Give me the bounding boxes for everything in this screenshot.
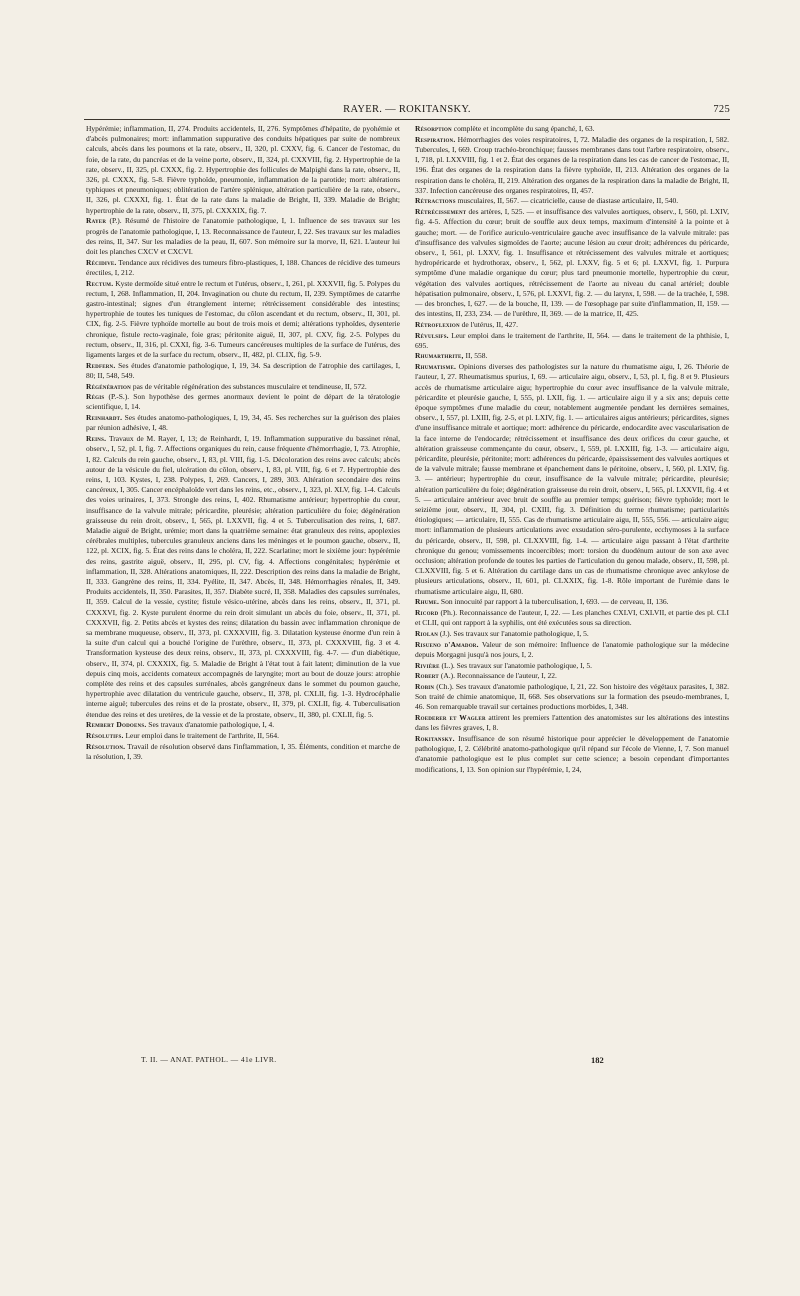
index-entry: [86, 742, 400, 762]
entry-text: (Ph.). Reconnaissance de l'auteur, I, 22. — Les planches CXLVI, CXLVII, et partie des pl. CLI et CLII, qui ont rapport à la syphilis, ont été exécutées sous sa direction.: [415, 608, 729, 628]
index-entry: [415, 135, 729, 196]
entry-text: musculaires, II, 567. — cicatricielle, cause de diastase articulaire, II, 540.: [457, 196, 679, 206]
index-entry: [415, 629, 729, 639]
running-title: RAYER. — ROKITANSKY.: [343, 104, 471, 115]
running-header: [84, 104, 730, 118]
page-footer: [86, 1055, 730, 1067]
entry-text: Leur emploi dans le traitement de l'arthrite, II, 564.: [125, 730, 280, 740]
entry-text: de l'utérus, II, 427.: [461, 319, 518, 329]
right-column: [415, 124, 729, 1054]
entry-headword: Révulsifs.: [415, 330, 449, 340]
entry-text: Ses études d'anatomie pathologique, I, 19, 34. Sa description de l'atrophie des cartilages, I, 80; II, 548, 549.: [86, 360, 400, 380]
entry-headword: Résolution.: [86, 741, 126, 751]
index-entry: [86, 382, 400, 392]
index-entry: [415, 362, 729, 597]
entry-text: (L.). Ses travaux sur l'anatomie pathologique, I, 5.: [441, 660, 592, 670]
header-rule: [84, 119, 730, 120]
index-entry: [86, 731, 400, 741]
entry-text: Leur emploi dans le traitement de l'arthrite, II, 564. — dans le traitement de la phthisie, I, 695.: [415, 330, 729, 350]
index-entry: [415, 713, 729, 733]
index-entry: [86, 413, 400, 433]
entry-headword: Rectum.: [86, 278, 114, 288]
entry-text: (P.). Résumé de l'histoire de l'anatomie pathologique, I, 1. Influence de ses travaux sur les progrès de l'anatomie pathologique, I, 13. Reconnaissance de l'auteur, I, 22. Ses travaux sur les maladies des reins, II, 347. Sur les maladies de la peau, II, 607. Son mémoire sur la morve, II, 621. L'auteur lui doit les planches CXCV et CXCVI.: [86, 216, 400, 256]
index-entry: [415, 331, 729, 351]
entry-headword: Régis: [86, 392, 105, 402]
entry-headword: Rembert Dodoens.: [86, 720, 147, 730]
index-entry: [415, 351, 729, 361]
index-entry: [415, 196, 729, 206]
index-entry: [86, 216, 400, 257]
entry-headword: Respiration.: [415, 134, 456, 144]
entry-text: Ses études anatomo-pathologiques, I, 19, 34, 45. Ses recherches sur la guérison des plaies par réunion adhésive, I, 48.: [86, 413, 400, 433]
index-entry: [415, 207, 729, 319]
entry-headword: Rayer: [86, 216, 107, 226]
index-entry: [415, 640, 729, 660]
entry-headword: Reins.: [86, 434, 107, 444]
entry-text: (P.-S.). Son hypothèse des germes anormaux devient le point de départ de la tératologie scientifique, I, 14.: [86, 392, 400, 412]
index-entry: [415, 597, 729, 607]
entry-headword: Risueno d'Amador.: [415, 639, 479, 649]
entry-text: Travail de résolution observé dans l'inflammation, I, 35. Éléments, condition et marche de la résolution, I, 39.: [86, 741, 400, 761]
entry-text: Valeur de son mémoire: Influence de l'anatomie pathologique sur la médecine depuis Morgagni jusqu'à nos jours, I, 2.: [415, 639, 729, 659]
entry-headword: Récidive.: [86, 257, 117, 267]
index-entry: [86, 279, 400, 361]
index-entry: [415, 320, 729, 330]
left-column: [86, 124, 400, 1054]
entry-text: attirent les premiers l'attention des anatomistes sur les altérations des intestins dans les fièvres graves, I, 8.: [415, 713, 729, 733]
entry-text: Kyste dermoïde situé entre le rectum et l'utérus, observ., I, 261, pl. XXXVII, fig. 5. Polypes du rectum, I, 268. Inflammation, II, 204. Invagination ou chute du rectum, II, 239. Symptômes de catarrhe gastro-intestinal; signes d'un étranglement interne; rétrécissement considérable des intestins; hypertrophie de toutes les tuniques de l'estomac, du côlon ascendant et du rectum, observ., II, 301, pl. CIX, fig. 2-5. Fièvre typhoïde mortelle au bout de trois mois et demi; altérations typhoïdes, dysenterie chronique, fistule recto-vaginale, foie gras; péritonite aiguë, II, 307, pl. CXV, fig. 2-5. Polypes du rectum, observ., II, 316, pl. CXXI, fig. 3-6. Tumeurs cancéreuses multiples de la surface de l'utérus, des ligaments larges et de la surface du rectum, observ., II, 482, pl. CLIX, fig. 5-9.: [86, 278, 400, 359]
index-entry: [86, 434, 400, 720]
entry-headword: Riolan: [415, 628, 439, 638]
entry-headword: Rétrécissement: [415, 207, 467, 217]
entry-text: (A.). Reconnaissance de l'auteur, I, 22.: [440, 671, 557, 681]
page-number: 725: [713, 104, 730, 115]
entry-text: des artères, I, 525. — et insuffisance des valvules aortiques, observ., I, 560, pl. LXIV, fig. 4-5. Affection du cœur; bruit de souffle aux deux temps, maximum d'intensité à la pointe et à gauche; mort. — de l'orifice auriculo-ventriculaire gauche avec insuffisance de la valvule mitrale: pas d'insuffisance des valvules sigmoïdes de l'aorte; aucune lésion au cœur droit; adhérences du péricarde, observ., I, 561, pl. LXXV, fig. 1. Insuffisance et rétrécissement des valvules mitrale et aortiques; hydropéricarde et hydrothorax, observ., I, 562, pl. LXXV, fig. 5 et 6; pl. LXXVI, fig. 1. Purpura symptôme d'une maladie organique du cœur; plus tard pneumonie mortelle, hypertrophie du cœur, végétation des valvules aortiques, rétrécissement de l'aorte au niveau du canal artériel; double hépatisation pulmonaire, observ., I, 576, pl. LXXVI, fig. 2. — du larynx, I, 598. — de la trachée, I, 598. — des bronches, I, 627. — de la bouche, II, 139. — de l'œsophage par suite d'inflammation, II, 159. — des intestins, II, 233, 234. — de l'urèthre, II, 369. — de la matrice, II, 425.: [415, 207, 729, 319]
entry-headword: Rokitansky.: [415, 733, 455, 743]
index-entry: [86, 720, 400, 730]
entry-headword: Rhumarthrite,: [415, 351, 464, 361]
index-entry: [415, 734, 729, 775]
sheet-number: 182: [591, 1055, 604, 1065]
index-entry: [415, 682, 729, 713]
entry-headword: Rétroflexion: [415, 319, 460, 329]
entry-text: Hémorrhagies des voies respiratoires, I, 72. Maladie des organes de la respiration, I, 582. Tubercules, I, 669. Croup trachéo-bronchique; fausses membranes dans tout l'arbre respiratoire, observ., I, 718, pl. LXXVIII, fig. 1 et 2. État des organes de la respiration dans les cas de cancer de l'estomac, II, 196. État des organes de la respiration dans la fièvre typhoïde, II, 213. Altération des organes de la respiration dans le choléra, II, 219. Altération des organes de la respiration dans la maladie de Bright, II, 337. Infection cancéreuse des organes respiratoires, II, 457.: [415, 134, 729, 195]
entry-headword: Robert: [415, 671, 439, 681]
entry-headword: Régénération: [86, 381, 131, 391]
entry-text: II, 558.: [465, 351, 488, 361]
entry-headword: Ricord: [415, 608, 439, 618]
entry-headword: Rivière: [415, 660, 440, 670]
index-entry: [86, 124, 400, 216]
entry-headword: Rhume.: [415, 597, 440, 607]
entry-headword: Reinhardt.: [86, 413, 123, 423]
index-entry: [415, 661, 729, 671]
entry-text: Hypérémie; inflammation, II, 274. Produits accidentels, II, 276. Symptômes d'hépatite, de pyohémie et d'abcès pulmonaires; mort: inflammation suppurative des conduits hépatiques par suite de nombreux calculs, abcès dans les poumons et la rate, observ., II, 320, pl. CXXV, fig. 6. Cancer de l'estomac, du foie, de la rate, du pancréas et de la veine porte, observ., II, 324, pl. CXXVIII, fig. 2. Hypertrophie de la rate, observ., II, 325, pl. CXXX, fig. 2. Hypertrophie des follicules de Malpighi dans la rate, observ., II, 326, pl. CXXX, fig. 5-8. Fièvre typhoïde, pneumonie, inflammation de la parotide; mort: altérations typhiques et pneumoniques; oblitération de l'artère splénique, altération particulière de la rate, observ., II, 326, pl. CXXXI, fig. 1. État de la rate dans la maladie de Bright, II, 339. Maladie de Bright; hypertrophie de la rate, observ., II, 375, pl. CXXXIX, fig. 7.: [86, 124, 400, 215]
entry-text: Travaux de M. Rayer, I, 13; de Reinhardt, I, 19. Inflammation suppurative du bassinet rénal, observ., I, 52, pl. I, fig. 7. Affections organiques du rein, cause fréquente d'hémorrhagie, I, 73. Atrophie, I, 82. Calculs du rein gauche, observ., I, 83, pl. VIII, fig. 1-5. Décoloration des reins avec calculs; abcès autour de la vésicule du fiel, ulcération du côlon, observ., I, 83, pl. VIII, fig. 6 et 7. Hypertrophie des reins, I, 103. Kystes, I, 238. Polypes, I, 269. Cancers, I, 289, 303. Altération secondaire des reins cancéreux, I, 305. Cancer encéphaloïde vert dans les reins, etc., observ., I, 323, pl. XLV, fig. 1-4. Calculs des voies urinaires, I, 373. Strongle des reins, I, 402. Rhumatisme antérieur; hypertrophie du cœur, insuffisance de la valvule mitrale; péricardite, pleurésie; altération particulière du foie; dégénération graisseuse du rein droit, observ., I, 565, pl. LXXVII, fig. 4 et 5. Tuberculisation des reins, I, 687. Maladie aiguë de Bright, urémie; mort dans la quatrième semaine: état granuleux des reins, apoplexies cérébrales multiples, tubercules granuleux anciens dans les méninges et le poumon gauche, observ., II, 122, pl. XCIX, fig. 5. État des reins dans le choléra, II, 222. Scarlatine; mort le sixième jour: hypérémie des reins, gastrite aiguë, observ., II, 295, pl. CV, fig. 4. Affections congénitales; hypérémie et inflammation, II, 328. Altérations anatomiques, II, 222. Description des reins dans la maladie de Bright, II, 333. Gangrène des reins, II, 334. Pyélite, II, 347. Abcès, II, 348. Hémorrhagies rénales, II, 349. Produits accidentels, II, 350. Parasites, II, 357. Diabète sucré, II, 358. Maladies des capsules surrénales, II, 359. Calcul de la vessie, cystite; fistule vésico-utérine, abcès dans les reins, observ., II, 371, pl. CXXXVI, fig. 2. Kyste purulent énorme du rein droit simulant un abcès du foie, observ., II, 371, pl. CXXXVII, fig. 2. Petits abcès et kystes des reins; dilatation du bassin avec inflammation chronique de sa membrane muqueuse, observ., II, 373, pl. CXXXVIII, fig. 3. Dilatation kysteuse énorme d'un rein à la suite d'un calcul qui a bouché l'origine de l'urèthre, observ., II, 373, pl. CXXXVIII, fig. 3 et 4. Transformation kysteuse des deux reins, observ., II, 373, pl. CXXXVIII, fig. 4-7. — d'un diabétique, observ., II, 374, pl. CXXXIX, fig. 5. Maladie de Bright à l'état tout à fait latent; diminution de la vue depuis cinq mois, accidents comateux accompagnés de laryngite; mort au bout de douze jours: atrophie complète des reins et des capsules surrénales, abcès gangréneux dans le sommet du poumon gauche, hypertrophie avec dilatation du ventricule gauche, observ., II, 378, pl. CXLII, fig. 1-3. Hydrocéphalie interne aiguë; tubercules des reins et de la prostate, observ., II, 379, pl. CXLII, fig. 4. Tuberculisation étendue des reins et des uretères, de la vessie et de la prostate, observ., II, 380, pl. CXLII, fig. 5.: [86, 434, 400, 719]
entry-headword: Rhumatisme.: [415, 362, 457, 372]
index-entry: [415, 671, 729, 681]
entry-text: (J.). Ses travaux sur l'anatomie pathologique, I, 5.: [439, 628, 589, 638]
entry-text: Insuffisance de son résumé historique pour apprécier le développement de l'anatomie pathologique, I, 2. Célébrité anatomo-pathologique qu'il répand sur l'école de Vienne, I, 7. Son manuel d'anatomie pathologique est le plus complet sur cette science; a besoin cependant d'importantes modifications, I, 13. Son opinion sur l'hypérémie, I, 24,: [415, 733, 729, 774]
printer-signature: T. II. — ANAT. PATHOL. — 41e LIVR.: [141, 1055, 277, 1064]
index-entry: [86, 392, 400, 412]
entry-headword: Redfern.: [86, 360, 116, 370]
index-entry: [86, 258, 400, 278]
entry-headword: Résorption: [415, 124, 452, 133]
entry-headword: Rétractions: [415, 196, 456, 206]
entry-text: (Ch.). Ses travaux d'anatomie pathologique, I, 21, 22. Son histoire des végétaux parasites, I, 382. Son traité de chimie anatomique, II, 668. Ses observations sur la formation des pseudo-membranes, I, 46. Son remarquable travail sur certaines productions morbides, I, 348.: [415, 681, 729, 712]
entry-text: pas de véritable régénération des substances musculaire et tendineuse, II, 572.: [132, 381, 367, 391]
entry-headword: Robin: [415, 681, 435, 691]
entry-text: Ses travaux d'anatomie pathologique, I, 4.: [148, 720, 275, 730]
entry-text: Opinions diverses des pathologistes sur la nature du rhumatisme aigu, I, 26. Théorie de l'auteur, I, 27. Rheumatismus spurius, I, 69. — articulaire aigu, observ., I, 53, pl. I, fig. 8 et 9. Plusieurs accès de rhumatisme articulaire aigu; hypertrophie du cœur avec insuffisance de la valvule mitrale, péricardite et pleurésie gauche, I, 555, pl. LXII, fig. 1. — articulaire aigu il y a six ans; depuis cette époque symptômes d'une maladie du cœur, notablement augmentée pendant les dernières semaines, observ., I, 557, pl. LXIII, fig. 2-5, et pl. LXIV, fig. 1. — articulaires aigus antérieurs; péricardites, signes d'une insuffisance mitrale et aortique; mort: adhérence du péricarde, endocardite avec vascularisation de la face interne de l'endocarde; rétrécissement et insuffisance des deux orifices du cœur gauche, et altération graisseuse commençante du cœur, observ., I, 559, pl. LXXIII, fig. 1-3. — articulaire aigu, péricardite, pleurésie, péritonite; mort: adhérences du péricarde, épaississement des valvules aortiques et de la valvule mitrale; fausse membrane et épanchement dans le péritoine, observ., I, 560, pl. LXIV, fig. 3. — antérieur; hypertrophie du cœur, insuffisance de la valvule mitrale; péricardite, pleurésie; altération particulière du foie; dégénération graisseuse du rein droit, observ., I, 565, pl. LXXVII, fig. 4 et 5. — articulaire antérieur avec bruit de souffle au premier temps; guérison; fièvre typhoïde; mort le seizième jour, observ., II, 304, pl. CXIII, fig. 3. Définition du terme rhumatisme; particularités étiologiques; — articulaire, II, 555. Cas de rhumatisme articulaire aigu, II, 555, 556. — articulaire aigu; mort: inflammation de plusieurs articulations avec exsudation séro-purulente, ecchymoses à la surface du péricarde, observ., II, 598, pl. CLXXVIII, fig. 1-4. — articulaire aigu passant à l'état d'arthrite chronique du genou; vomissements incoercibles; mort: torsion du duodénum autour de son axe avec occlusion; altération profonde de toutes les parties de l'articulation du genou malade, observ., II, 598, pl. CLXXVIII, fig. 5 et 6. Altération du cartilage dans un cas de rhumatisme chronique avec ankylose de plusieurs articulations, observ., II, 601, pl. CLXXIX, fig. 1-8. Rôle important de l'urémie dans le rhumatisme articulaire aigu, II, 680.: [415, 362, 729, 596]
index-entry: [86, 361, 400, 381]
entry-text: complète et incomplète du sang épanché, I, 63.: [453, 124, 595, 133]
index-entry: [415, 124, 729, 134]
entry-text: Tendance aux récidives des tumeurs fibro-plastiques, I, 188. Chances de récidive des tumeurs érectiles, I, 212.: [86, 257, 400, 277]
entry-text: Son innocuité par rapport à la tuberculisation, I, 693. — de cerveau, II, 136.: [440, 597, 669, 607]
entry-headword: Roederer et Wagler: [415, 713, 486, 723]
index-entry: [415, 608, 729, 628]
entry-headword: Résolutifs.: [86, 730, 124, 740]
